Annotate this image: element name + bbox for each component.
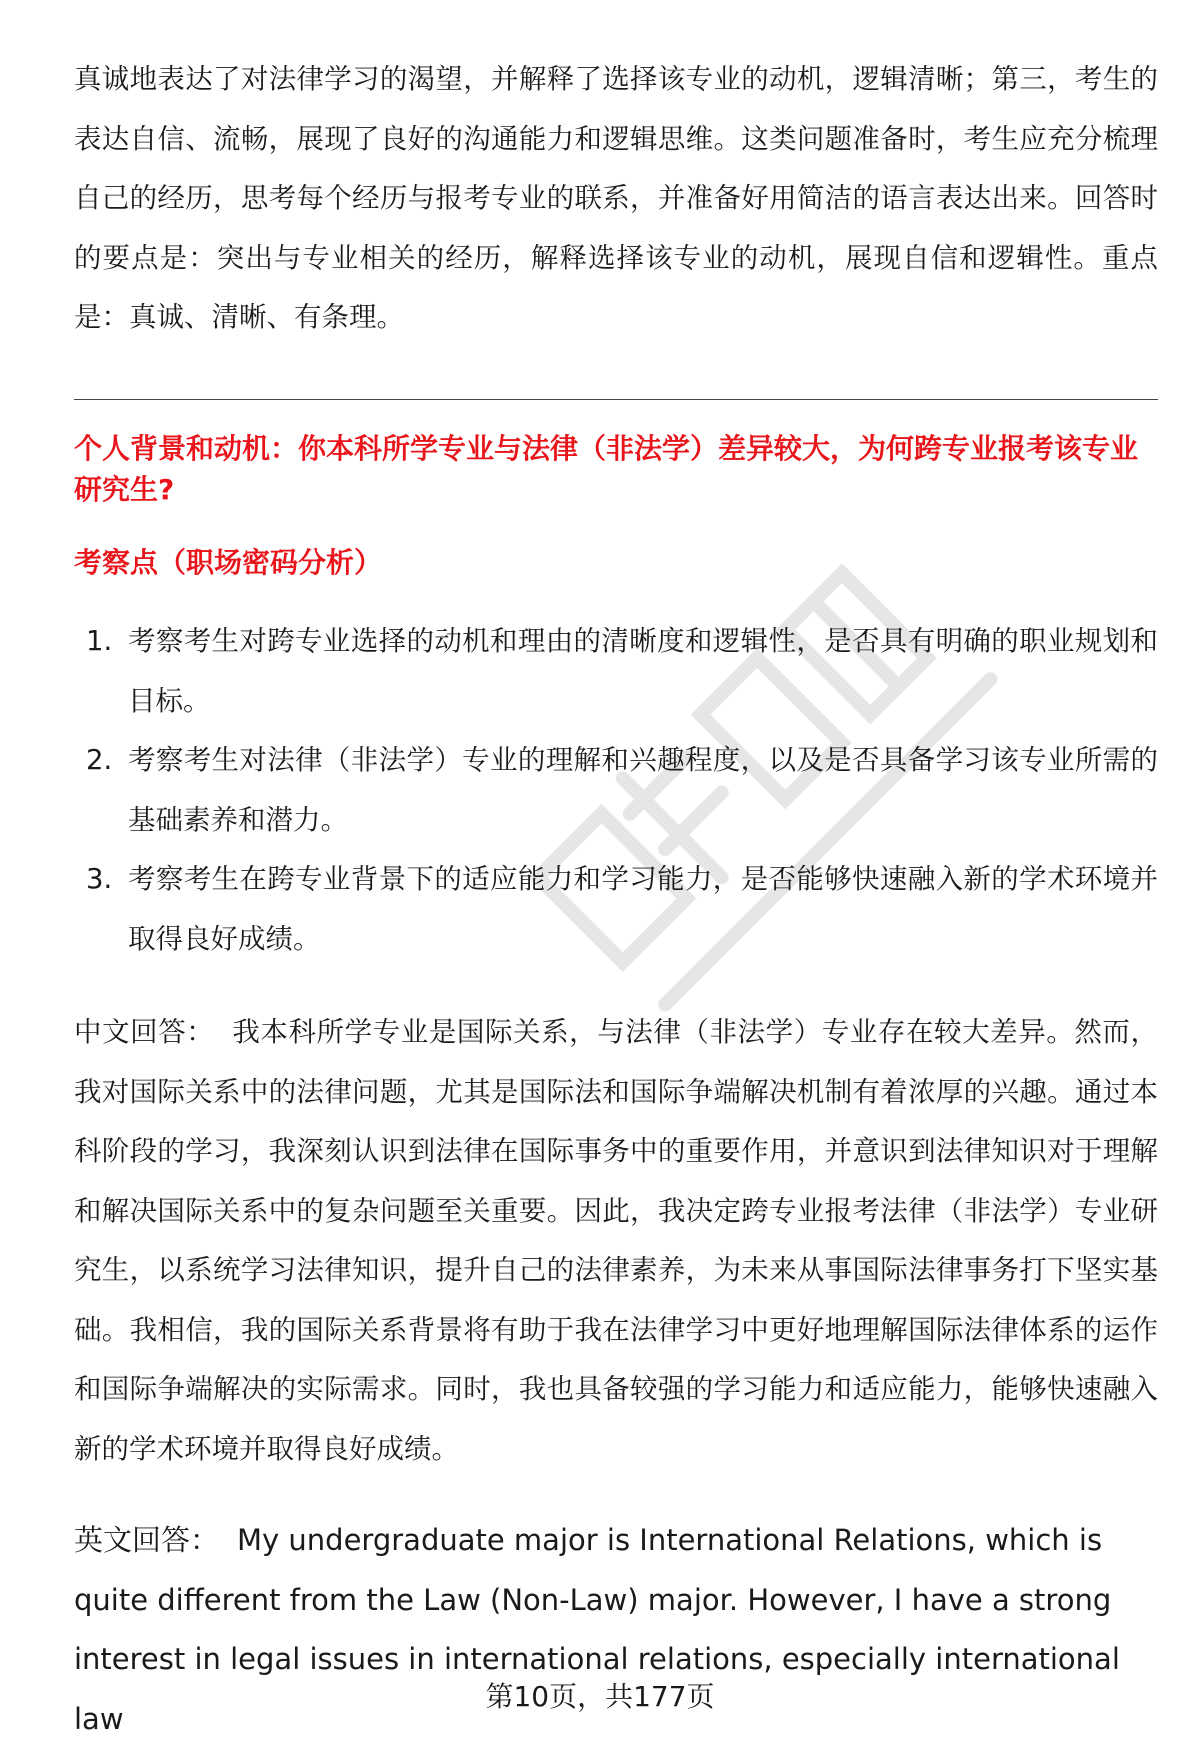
question-title: 个人背景和动机：你本科所学专业与法律（非法学）差异较大，为何跨专业报考该专业研究生? xyxy=(74,432,1139,506)
focus-points-list xyxy=(74,612,1158,969)
focus-heading: 考察点（职场密码分析） xyxy=(74,546,383,579)
list-item xyxy=(74,850,1158,969)
intro-paragraph: 真诚地表达了对法律学习的渴望，并解释了选择该专业的动机，逻辑清晰；第三，考生的表达自信、流畅，展现了良好的沟通能力和逻辑思维。这类问题准备时，考生应充分梳理自己的经历，思考每个经历与报考专业的联系，并准备好用简洁的语言表达出来。回答时的要点是：突出与专业相关的经历，解释选择该专业的动机，展现自信和逻辑性。重点是：真诚、清晰、有条理。 xyxy=(74,63,1158,333)
page-number-footer: 第10页，共177页 xyxy=(485,1680,715,1713)
list-item xyxy=(74,731,1158,850)
english-answer-label: 英文回答： xyxy=(74,1523,220,1557)
english-answer-text: My undergraduate major is International Relations, which is quite different from the Law (Non-Law) major. However, I have a strong interest in legal issues in international relations, especially international law xyxy=(74,1523,1120,1736)
list-item-text: 考察考生在跨专业背景下的适应能力和学习能力，是否能够快速融入新的学术环境并取得良好成绩。 xyxy=(128,863,1158,955)
list-item-number: 2. xyxy=(86,744,113,776)
section-divider xyxy=(74,399,1158,400)
list-item-number: 3. xyxy=(86,863,113,895)
list-item xyxy=(74,612,1158,731)
chinese-answer-text: 我本科所学专业是国际关系，与法律（非法学）专业存在较大差异。然而，我对国际关系中的法律问题，尤其是国际法和国际争端解决机制有着浓厚的兴趣。通过本科阶段的学习，我深刻认识到法律在国际事务中的重要作用，并意识到法律知识对于理解和解决国际关系中的复杂问题至关重要。因此，我决定跨专业报考法律（非法学）专业研究生，以系统学习法律知识，提升自己的法律素养，为未来从事国际法律事务打下坚实基础。我相信，我的国际关系背景将有助于我在法律学习中更好地理解国际法律体系的运作和国际争端解决的实际需求。同时，我也具备较强的学习能力和适应能力，能够快速融入新的学术环境并取得良好成绩。 xyxy=(74,1016,1159,1465)
list-item-number: 1. xyxy=(86,625,113,657)
list-item-text: 考察考生对法律（非法学）专业的理解和兴趣程度，以及是否具备学习该专业所需的基础素养和潜力。 xyxy=(128,744,1158,836)
chinese-answer-paragraph xyxy=(74,1003,1158,1479)
list-item-text: 考察考生对跨专业选择的动机和理由的清晰度和逻辑性，是否具有明确的职业规划和目标。 xyxy=(128,625,1158,717)
chinese-answer-label: 中文回答： xyxy=(74,1016,215,1048)
